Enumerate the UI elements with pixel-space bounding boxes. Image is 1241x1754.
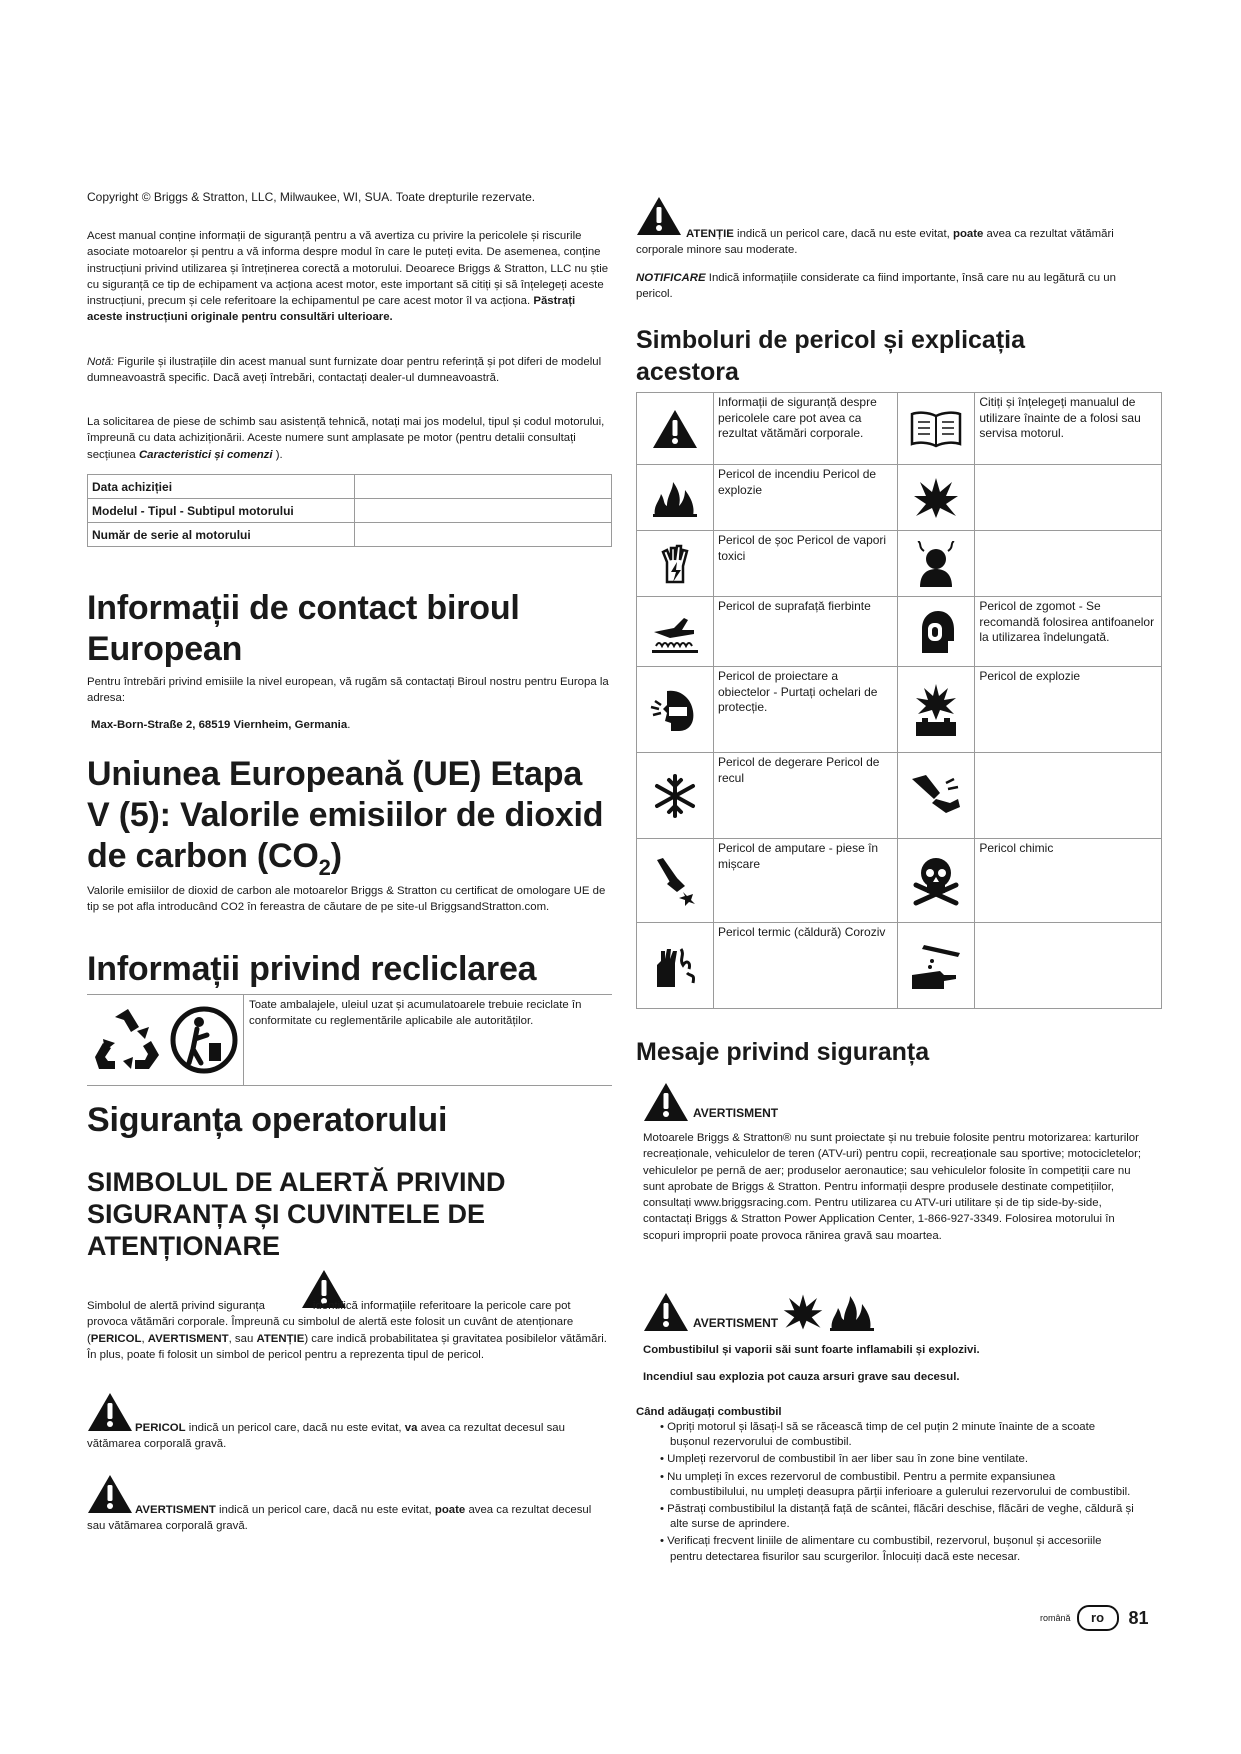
warning-2-header <box>643 1292 876 1332</box>
avert-text-a: indică un pericol care, dacă nu este evitat, <box>215 1504 435 1516</box>
parts-section-ref: Caracteristici și comenzi <box>138 448 273 461</box>
contact-address: Max-Born-Straße 2, 68519 Viernheim, Germania <box>91 719 348 731</box>
fuel-heading: Când adăugați combustibil <box>636 1406 782 1418</box>
table-row <box>637 839 1162 923</box>
hazard-description: Pericol de explozie <box>975 667 1162 753</box>
hazard-description: Pericol chimic <box>975 839 1162 923</box>
atentie-text-a: indică un pericol care, dacă nu este evitat, <box>733 228 953 240</box>
avert-text-c: avea ca rezultat decesul sau vătămarea corporală gravă. <box>87 1504 592 1533</box>
flying-objects-icon <box>637 667 714 753</box>
hazard-description <box>975 531 1162 597</box>
table-label: Data achiziției <box>88 475 355 499</box>
table-row <box>637 753 1162 839</box>
warning-2-bold-2: Incendiul sau explozia pot cauza arsuri grave sau decesul. <box>643 1371 960 1383</box>
page-number: 81 <box>1128 1607 1149 1628</box>
explosion-icon <box>898 465 975 531</box>
pericol-text-a: indică un pericol care, dacă nu este evitat, <box>185 1422 405 1434</box>
note-text: Figurile și ilustrațiile din acest manual sunt furnizate doar pentru referință și pot diferi de modelul dumneavoastră specific. Dacă aveți întrebări, contactați dealer-ul dumneavoastră. <box>87 356 602 385</box>
alert-text-a: Simbolul de alertă privind siguranța <box>87 1300 265 1312</box>
intro-paragraph <box>87 228 612 326</box>
ue-title-main: Uniunea Europeană (UE) Etapa V (5): Valorile emisiilor de dioxid de carbon (CO <box>87 755 604 875</box>
signal-word-pericol: PERICOL <box>90 1332 142 1345</box>
kickback-icon <box>898 753 975 839</box>
recycle-icons <box>87 995 244 1085</box>
hazard-description: Citiți și înțelegeți manualul de utilizare înainte de a folosi sau servisa motorul. <box>975 393 1162 465</box>
warning-1-word: AVERTISMENT <box>693 1106 779 1120</box>
table-value-field[interactable] <box>355 523 612 547</box>
chemical-skull-icon <box>898 839 975 923</box>
safety-messages-title: Mesaje privind siguranța <box>636 1038 930 1066</box>
hazard-description <box>975 923 1162 1009</box>
language-code-badge: ro <box>1077 1605 1119 1631</box>
avertisment-word: AVERTISMENT <box>135 1504 216 1516</box>
parts-end: ). <box>275 448 283 461</box>
hazard-description: Pericol de zgomot - Se recomandă folosirea antifoanelor la utilizarea îndelungată. <box>975 597 1162 667</box>
warning-1-text: Motoarele Briggs & Stratton® nu sunt proiectate și nu trebuie folosite pentru motorizarea: karturilor recreaționale, vehiculelor de teren (ATV-uri) pentru copii, recreaționale sau sportive; motocicletelor; vehiculelor pe pernă de aer; produselor aeronautice; sau vehiculelor folosite în competiții care nu sunt aprobate de Briggs & Stratton. Pentru informații despre produsele destinate competițiilor, consultați www.briggsracing.com. Pentru utilizarea cu ATV-uri utilitare și de tip side-by-side, contactați Briggs & Stratton Power Application Center, 1-866-927-3349. Folosirea motorului în scopuri improprii poate provoca rănirea gravă sau moartea. <box>643 1132 1142 1242</box>
tidyman-icon <box>169 1005 239 1075</box>
warning-2-icon <box>643 1292 689 1332</box>
notificare-text: Indică informațiile considerate ca fiind importante, însă care nu au legătură cu un pericol. <box>636 272 1116 301</box>
electric-shock-icon <box>637 531 714 597</box>
hazard-description: Pericol de proiectare a obiectelor - Purtați ochelari de protecție. <box>714 667 898 753</box>
table-row <box>88 523 612 547</box>
intro-bold: Păstrați aceste instrucțiuni originale pentru consultări ulterioare. <box>87 295 576 324</box>
pericol-paragraph <box>87 1420 612 1453</box>
hazard-symbols-table <box>636 392 1162 1009</box>
explosion-icon <box>782 1292 824 1332</box>
pericol-text-b: va <box>404 1422 418 1434</box>
thermal-heat-icon <box>637 923 714 1009</box>
atentie-paragraph <box>636 226 1136 259</box>
table-value-field[interactable] <box>355 475 612 499</box>
safety-alert-icon <box>637 393 714 465</box>
avert-text-b: poate <box>434 1504 466 1516</box>
registration-table <box>87 474 612 547</box>
table-label: Modelul - Tipul - Subtipul motorului <box>88 499 355 523</box>
atentie-text-b: poate <box>952 228 984 240</box>
table-row <box>637 597 1162 667</box>
table-row <box>88 499 612 523</box>
contact-title: Informații de contact biroul European <box>87 589 520 668</box>
alert-text-c: ) care indică probabilitatea și gravitatea posibilelor vătămări. În plus, poate fi folosit un simbol de pericol pentru a reprezenta tipul de pericol. <box>87 1332 607 1361</box>
battery-explosion-icon <box>898 667 975 753</box>
hazard-description: Informații de siguranță despre pericolele care pot avea ca rezultat vătămări corporale. <box>714 393 898 465</box>
copyright: Copyright © Briggs & Stratton, LLC, Milwaukee, WI, SUA. Toate drepturile rezervate. <box>87 190 536 204</box>
hazard-description: Pericol de suprafață fierbinte <box>714 597 898 667</box>
list-item: • Nu umpleți în exces rezervorul de combustibil. Pentru a permite expansiunea combustibilului, nu umpleți deasupra părții inferioare a gulerului rezervorului de combustibil. <box>636 1470 1136 1500</box>
hazard-description: Pericol de amputare - piese în mișcare <box>714 839 898 923</box>
table-row <box>637 531 1162 597</box>
ue-title-end: ) <box>330 837 342 875</box>
signal-word-avertisment: AVERTISMENT <box>147 1332 229 1345</box>
read-manual-icon <box>898 393 975 465</box>
atentie-text-c: avea ca rezultat vătămări corporale minore sau moderate. <box>636 228 1114 257</box>
page-footer <box>1040 1605 1149 1631</box>
hazard-symbols-title: Simboluri de pericol și explicația acestora <box>636 326 1026 386</box>
safety-title: Siguranța operatorului <box>87 1101 448 1139</box>
recycle-icon <box>93 1007 163 1073</box>
contact-text: Pentru întrebări privind emisiile la nivel european, vă rugăm să contactați Biroul nostru pentru Europa la adresa: <box>87 676 609 705</box>
notificare-word: NOTIFICARE <box>636 272 706 284</box>
hazard-description: Pericol de incendiu Pericol de explozie <box>714 465 898 531</box>
alert-paragraph <box>87 1298 612 1363</box>
sep: , <box>141 1332 148 1345</box>
ue-text: Valorile emisiilor de dioxid de carbon ale motoarelor Briggs & Stratton cu certificat de omologare UE de tip se pot afla introducând CO2 în fereastra de căutare de pe site-ul BriggsandStratton.com. <box>87 885 606 914</box>
hazard-description: Pericol de șoc Pericol de vapori toxici <box>714 531 898 597</box>
list-item: • Umpleți rezervorul de combustibil în aer liber sau în zone bine ventilate. <box>636 1452 1136 1467</box>
table-row <box>637 923 1162 1009</box>
language-label: română <box>1040 1613 1071 1623</box>
corrosive-icon <box>898 923 975 1009</box>
alert-text-b: identifică informațiile referitoare la pericole care pot provoca vătămări corporale. Împreună cu simbolul de alertă este folosit un cuvânt de atenționare ( <box>87 1300 574 1345</box>
intro-text: Acest manual conține informații de siguranță pentru a vă avertiza cu privire la pericolele și riscurile asociate motoarelor și pentru a vă informa despre modul în care le puteți evita. De asemenea, conține instrucțiuni privind utilizarea și întreținerea corectă a motorului. Deoarece Briggs & Stratton, LLC nu știe cu siguranță ce tip de echipament va acționa acest motor, este important să citiți și să înțelegeți aceste instrucțiuni, precum și cele referitoare la echipamentul pe care acest motor îl va acționa. <box>87 230 609 308</box>
warning-2-bold-1: Combustibilul și vaporii săi sunt foarte inflamabili și explozivi. <box>643 1344 980 1356</box>
hazard-description <box>975 465 1162 531</box>
table-row <box>88 475 612 499</box>
avertisment-paragraph <box>87 1502 612 1535</box>
contact-address-line <box>91 717 611 733</box>
warning-1-header <box>643 1082 778 1122</box>
fire-icon <box>828 1292 876 1332</box>
hazard-description: Pericol de degerare Pericol de recul <box>714 753 898 839</box>
signal-word-atentie: ATENȚIE <box>256 1332 305 1345</box>
parts-paragraph <box>87 414 612 463</box>
table-row <box>637 393 1162 465</box>
recycle-text: Toate ambalajele, uleiul uzat și acumulatoarele trebuie reciclate în conformitate cu reglementările aplicabile ale autorităților. <box>249 999 582 1028</box>
ue-title <box>87 754 612 888</box>
sep: , sau <box>228 1332 257 1345</box>
note-paragraph <box>87 354 612 387</box>
fire-icon <box>637 465 714 531</box>
hazard-description: Pericol termic (căldură) Coroziv <box>714 923 898 1009</box>
ue-title-subscript: 2 <box>318 854 331 880</box>
recycle-block <box>87 994 612 1086</box>
frostbite-icon <box>637 753 714 839</box>
warning-1-icon <box>643 1082 689 1122</box>
list-item: • Opriți motorul și lăsați-l să se răcească timp de cel puțin 2 minute înainte de a scoate bușonul rezervorului de combustibil. <box>636 1420 1136 1450</box>
table-value-field[interactable] <box>355 499 612 523</box>
recycle-title: Informații privind recliclarea <box>87 950 537 988</box>
list-item: • Păstrați combustibilul la distanță față de scântei, flăcări deschise, flăcări de veghe, căldură și alte surse de aprindere. <box>636 1502 1136 1532</box>
alert-symbol-title: SIMBOLUL DE ALERTĂ PRIVIND SIGURANȚA ȘI CUVINTELE DE ATENȚIONARE <box>87 1167 506 1261</box>
amputation-icon <box>637 839 714 923</box>
hot-surface-icon <box>637 597 714 667</box>
hazard-description <box>975 753 1162 839</box>
atentie-word: ATENȚIE <box>686 228 734 240</box>
table-label: Număr de serie al motorului <box>88 523 355 547</box>
contact-address-end: . <box>347 719 351 731</box>
table-row <box>637 667 1162 753</box>
parts-text: La solicitarea de piese de schimb sau asistență tehnică, notați mai jos modelul, tipul și codul motorului, împreună cu data achiziționării. Aceste numere sunt amplasate pe motor (pentru detalii consultați secțiunea <box>87 416 605 461</box>
noise-hazard-icon <box>898 597 975 667</box>
warning-2-word: AVERTISMENT <box>693 1316 779 1330</box>
toxic-fumes-icon <box>898 531 975 597</box>
pericol-text-c: avea ca rezultat decesul sau vătămarea corporală gravă. <box>87 1422 565 1451</box>
fuel-bullet-list <box>636 1420 1136 1567</box>
pericol-word: PERICOL <box>135 1422 186 1434</box>
note-label: Notă: <box>87 356 115 368</box>
notificare-paragraph <box>636 270 1136 303</box>
list-item: • Verificați frecvent liniile de alimentare cu combustibil, rezervorul, bușonul și accesoriile pentru detectarea fisurilor sau scurgerilor. Înlocuiți dacă este necesar. <box>636 1534 1136 1564</box>
table-row <box>637 465 1162 531</box>
